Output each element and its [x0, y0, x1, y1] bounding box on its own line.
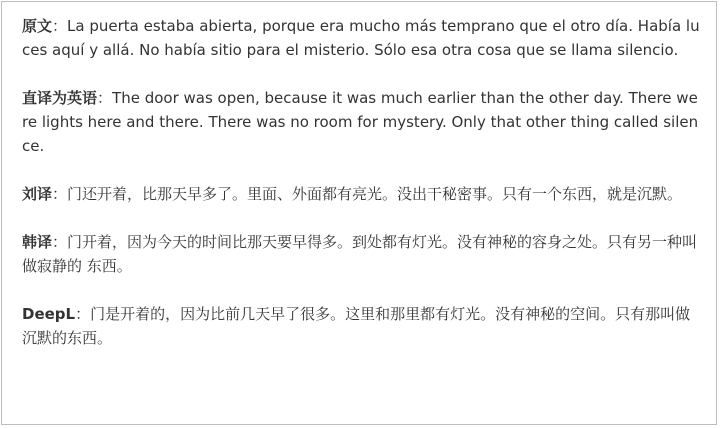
paragraph-gap — [22, 278, 702, 302]
text-han-translation: 门开着，因为今天的时间比那天要早得多。到处都有灯光。没有神秘的容身之处。只有另一种叫做寂静的 东西。 — [22, 233, 698, 275]
text-deepl-translation: 门是开着的，因为比前几天早了很多。这里和那里都有灯光。没有神秘的空间。只有那叫做沉默的东西。 — [22, 305, 691, 347]
paragraph-gap — [22, 62, 702, 86]
text-original: La puerta estaba abierta, porque era mucho más temprano que el otro día. Había luces aquí y allá. No había sitio para el misterio. Sólo esa otra cosa que se llama silencio. — [22, 17, 700, 59]
separator: ： — [97, 89, 113, 107]
separator: ： — [52, 17, 68, 35]
label-literal-english: 直译为英语 — [22, 89, 98, 107]
label-han-translation: 韩译 — [22, 233, 53, 251]
text-literal-english: The door was open, because it was much earlier than the other day. There were lights here and there. There was no room for mystery. Only that other thing called silence. — [22, 89, 699, 155]
paragraph-original — [22, 14, 702, 62]
label-liu-translation: 刘译 — [22, 185, 53, 203]
label-deepl-translation: DeepL — [22, 305, 76, 323]
paragraph-gap — [22, 206, 702, 230]
separator: ： — [75, 305, 91, 323]
paragraph-literal-english — [22, 86, 702, 158]
label-original: 原文 — [22, 17, 53, 35]
article-frame — [1, 1, 717, 425]
separator: ： — [52, 185, 68, 203]
text-liu-translation: 门还开着，比那天早多了。里面、外面都有亮光。没出干秘密事。只有一个东西，就是沉默。 — [67, 185, 683, 203]
separator: ： — [52, 233, 68, 251]
paragraph-deepl-translation — [22, 302, 702, 350]
paragraph-liu-translation — [22, 182, 702, 206]
article-body — [22, 14, 702, 350]
paragraph-gap — [22, 158, 702, 182]
paragraph-han-translation — [22, 230, 702, 278]
